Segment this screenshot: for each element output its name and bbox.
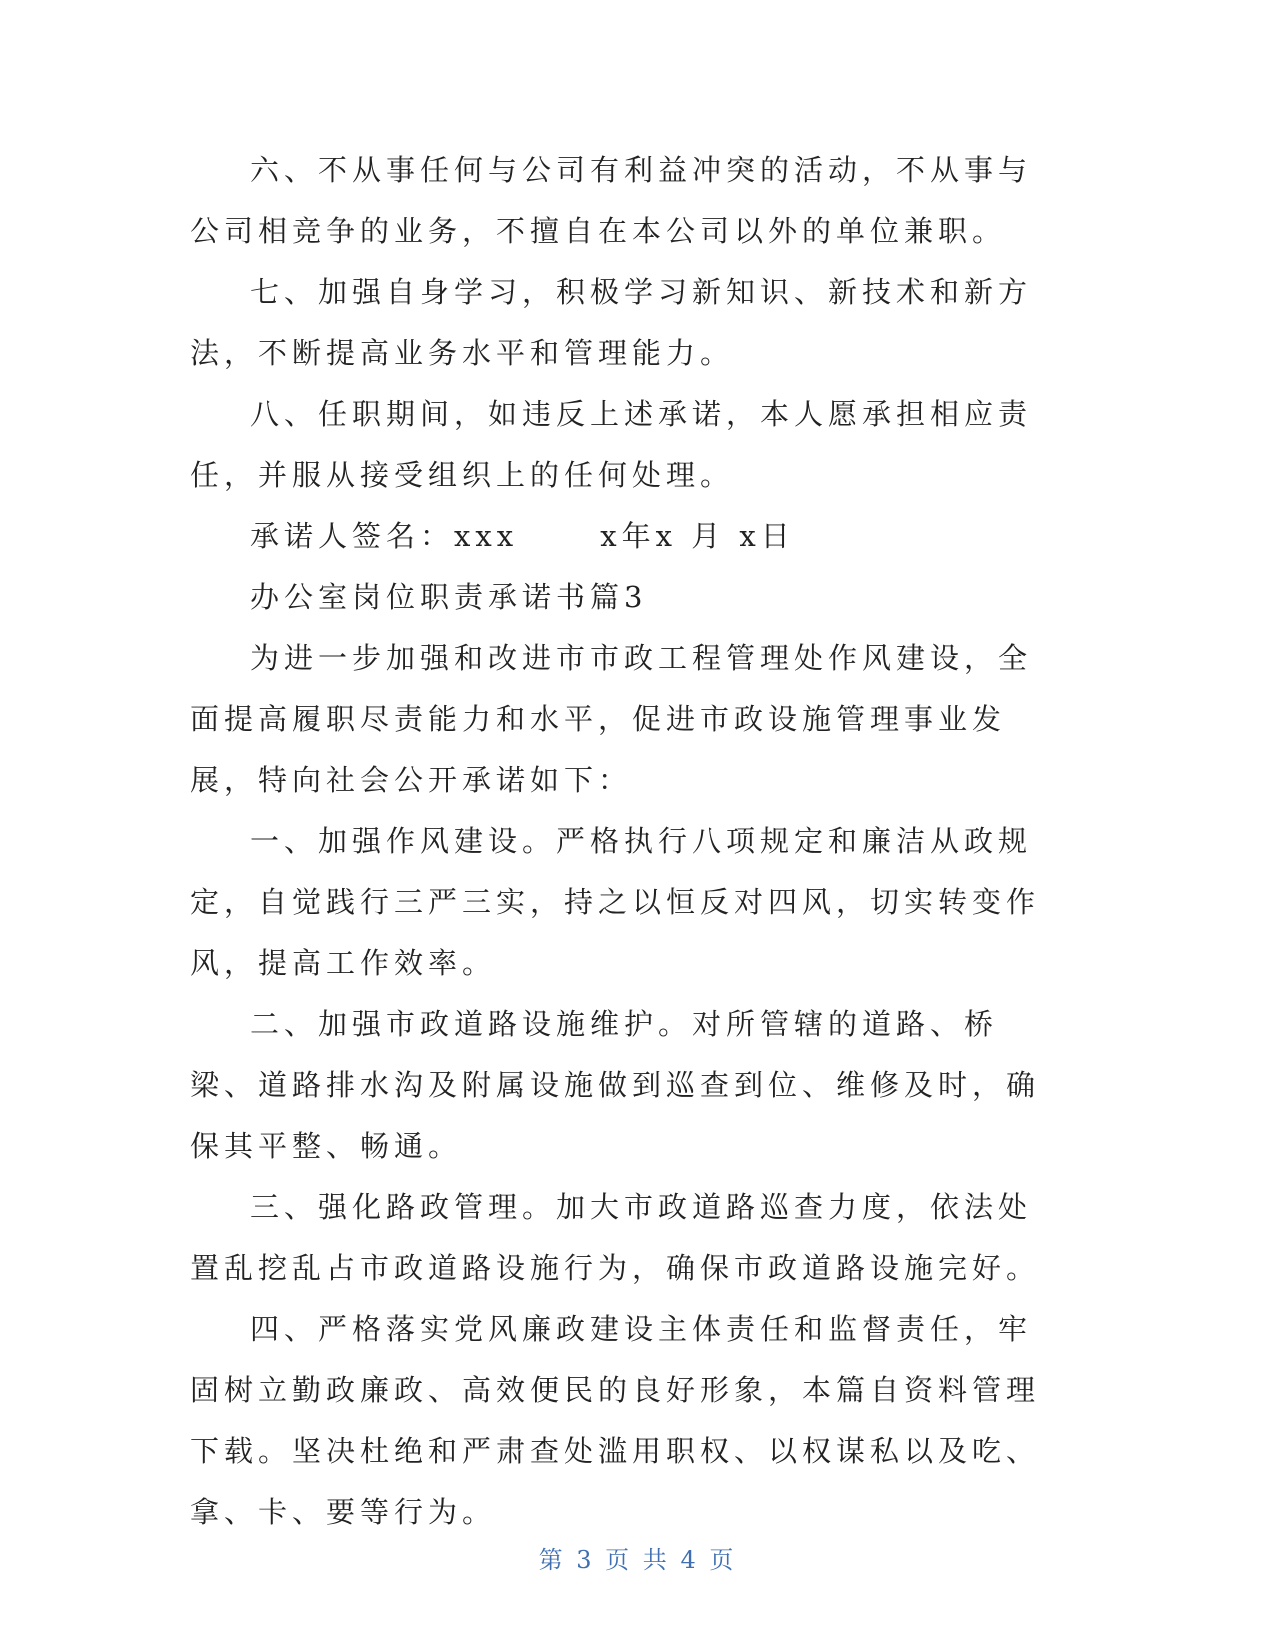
paragraph-item-6: 六、不从事任何与公司有利益冲突的活动，不从事与公司相竞争的业务，不擅自在本公司以外的单位兼职。 [190,153,1033,248]
page-number-footer: 第 3 页 共 4 页 [538,1546,737,1574]
paragraph-item-7: 七、加强自身学习，积极学习新知识、新技术和新方法，不断提高业务水平和管理能力。 [190,275,1033,370]
paragraph-item-8: 八、任职期间，如违反上述承诺，本人愿承担相应责任，并服从接受组织上的任何处理。 [190,397,1033,492]
paragraph-item-2: 二、加强市政道路设施维护。对所管辖的道路、桥梁、道路排水沟及附属设施做到巡查到位、维修及时，确保其平整、畅通。 [190,1007,1041,1163]
paragraph-item-1: 一、加强作风建设。严格执行八项规定和廉洁从政规定，自觉践行三严三实，持之以恒反对四风，切实转变作风，提高工作效率。 [190,824,1041,980]
section-heading: 办公室岗位职责承诺书篇3 [250,580,648,614]
paragraph-item-4: 四、严格落实党风廉政建设主体责任和监督责任，牢固树立勤政廉政、高效便民的良好形象，本篇自资料管理下载。坚决杜绝和严肃查处滥用职权、以权谋私以及吃、拿、卡、要等行为。 [190,1312,1041,1529]
signature-line: 承诺人签名：xxx x年x 月 x日 [250,519,795,553]
intro-paragraph: 为进一步加强和改进市市政工程管理处作风建设，全面提高履职尽责能力和水平，促进市政设施管理事业发展，特向社会公开承诺如下： [190,641,1033,797]
paragraph-item-3: 三、强化路政管理。加大市政道路巡查力度，依法处置乱挖乱占市政道路设施行为，确保市政道路设施完好。 [190,1190,1041,1285]
document-body [190,140,1060,1543]
